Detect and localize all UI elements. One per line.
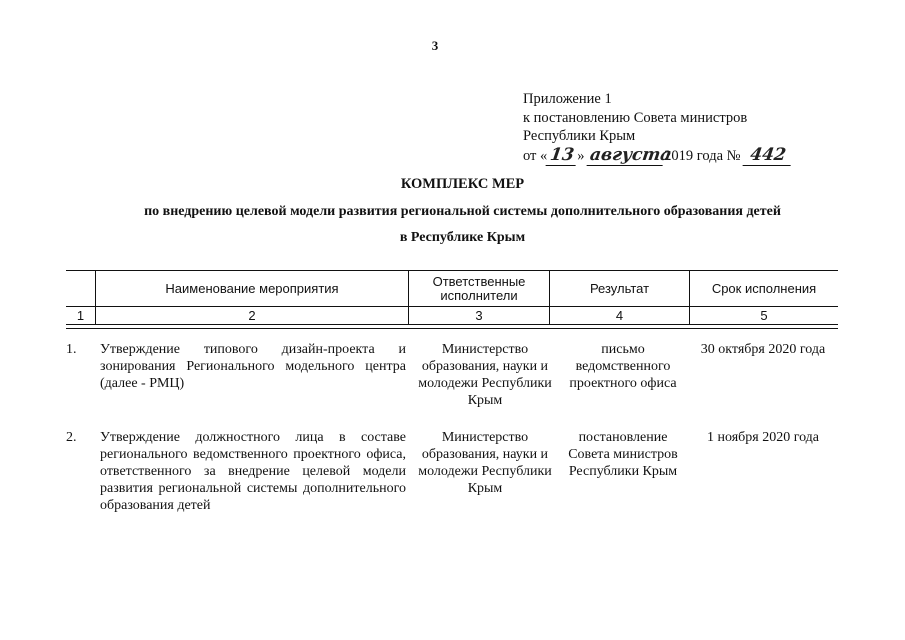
document-subtitle-2: в Республике Крым <box>399 230 526 245</box>
column-number-row <box>66 307 838 325</box>
appendix-date-line <box>523 146 792 166</box>
handwritten-day: 13 <box>546 146 579 166</box>
row-executors: Министерство образования, науки и молодежи Республики Крым <box>418 430 552 496</box>
row-executors: Министерство образования, науки и молодежи Республики Крым <box>418 342 552 408</box>
measures-table-header <box>66 270 838 329</box>
header-cell-name: Наименование мероприятия <box>96 271 409 306</box>
row-number: 1. <box>66 342 77 357</box>
row-number: 2. <box>66 430 77 445</box>
table-header-row <box>66 270 838 307</box>
column-number-4: 4 <box>550 307 690 324</box>
date-prefix: от « <box>523 147 548 164</box>
table-row <box>66 341 838 409</box>
header-cell-number <box>66 271 96 306</box>
appendix-line-1: Приложение 1 <box>523 91 612 107</box>
table-row <box>66 429 838 514</box>
handwritten-document-number: 442 <box>743 146 794 166</box>
appendix-block <box>523 90 792 165</box>
row-result: письмо ведомственного проектного офиса <box>569 342 677 391</box>
row-measure-name: Утверждение типового дизайн-проекта и зонирования Регионального модельного центра (далее - РМЦ) <box>100 342 406 391</box>
column-number-1: 1 <box>66 307 96 324</box>
appendix-line-3: Республики Крым <box>523 128 636 144</box>
page-number: 3 <box>431 38 439 53</box>
column-number-2: 2 <box>96 307 409 324</box>
column-number-5: 5 <box>760 307 768 323</box>
date-year: 2019 года № <box>664 147 741 164</box>
row-deadline: 1 ноября 2020 года <box>706 430 820 445</box>
row-result: постановление Совета министров Республики Крым <box>568 430 678 479</box>
document-title: КОМПЛЕКС МЕР <box>400 176 525 192</box>
appendix-line-2: к постановлению Совета министров <box>523 109 748 126</box>
measures-table-body <box>66 341 838 534</box>
header-cell-deadline: Срок исполнения <box>711 280 817 296</box>
row-deadline: 30 октября 2020 года <box>700 342 826 357</box>
date-mid: » <box>577 147 585 164</box>
column-number-3: 3 <box>409 307 550 324</box>
document-subtitle: по внедрению целевой модели развития региональной системы дополнительного образования детей <box>144 204 781 219</box>
table-header-bottom-rule <box>66 328 838 329</box>
handwritten-month: августа <box>587 146 666 166</box>
header-cell-executors: Ответственные исполнители <box>409 271 550 306</box>
header-cell-result: Результат <box>550 271 690 306</box>
row-measure-name: Утверждение должностного лица в составе регионального ведомственного проектного офиса, ответственного за внедрение целевой модели развития региональной системы дополнительного образования детей <box>100 430 406 513</box>
